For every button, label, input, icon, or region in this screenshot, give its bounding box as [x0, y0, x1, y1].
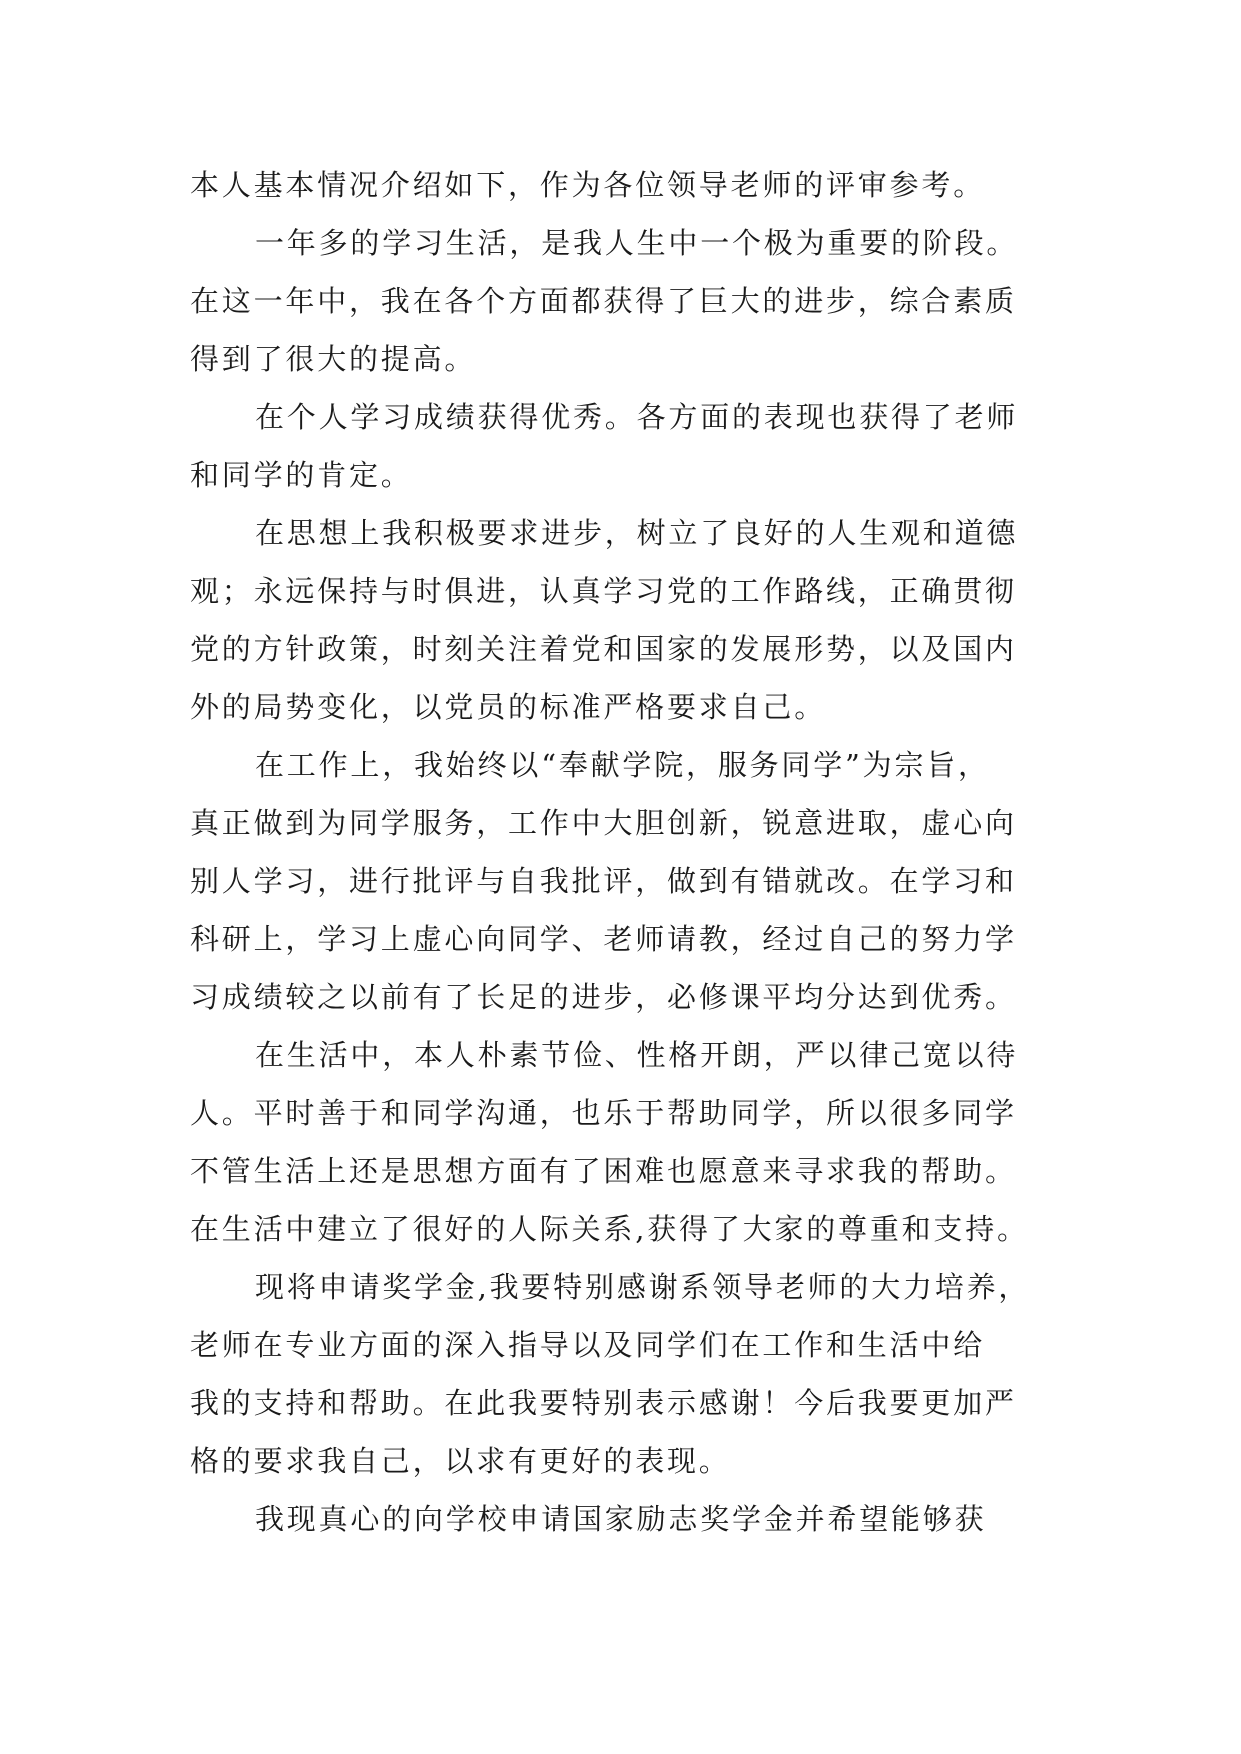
text-line-17: 人。平时善于和同学沟通，也乐于帮助同学，所以很多同学	[190, 1096, 1017, 1130]
text-line-4: 得到了很大的提高。	[190, 342, 477, 376]
text-line-6: 和同学的肯定。	[190, 458, 413, 492]
text-line-21: 老师在专业方面的深入指导以及同学们在工作和生活中给	[190, 1328, 986, 1362]
text-line-9: 党的方针政策，时刻关注着党和国家的发展形势，以及国内	[190, 632, 1017, 666]
text-line-12: 真正做到为同学服务，工作中大胆创新，锐意进取，虚心向	[190, 806, 1017, 840]
text-line-16: 在生活中，本人朴素节俭、性格开朗，严以律己宽以待	[255, 1038, 1019, 1072]
text-line-14: 科研上，学习上虚心向同学、老师请教，经过自己的努力学	[190, 922, 1017, 956]
text-line-19: 在生活中建立了很好的人际关系,获得了大家的尊重和支持。	[190, 1212, 1029, 1246]
text-line-23: 格的要求我自己，以求有更好的表现。	[190, 1444, 731, 1478]
text-line-20: 现将申请奖学金,我要特别感谢系领导老师的大力培养，	[255, 1270, 1031, 1304]
text-line-5: 在个人学习成绩获得优秀。各方面的表现也获得了老师	[255, 400, 1019, 434]
text-line-22: 我的支持和帮助。在此我要特别表示感谢！今后我要更加严	[190, 1386, 1017, 1420]
text-line-13: 别人学习，进行批评与自我批评，做到有错就改。在学习和	[190, 864, 1017, 898]
text-line-24: 我现真心的向学校申请国家励志奖学金并希望能够获	[255, 1502, 987, 1536]
text-line-1: 本人基本情况介绍如下，作为各位领导老师的评审参考。	[190, 168, 986, 202]
text-line-7: 在思想上我积极要求进步，树立了良好的人生观和道德	[255, 516, 1019, 550]
text-line-8: 观；永远保持与时俱进，认真学习党的工作路线，正确贯彻	[190, 574, 1017, 608]
text-line-2: 一年多的学习生活，是我人生中一个极为重要的阶段。	[255, 226, 1019, 260]
text-line-18: 不管生活上还是思想方面有了困难也愿意来寻求我的帮助。	[190, 1154, 1017, 1188]
text-line-10: 外的局势变化，以党员的标准严格要求自己。	[190, 690, 827, 724]
text-line-11: 在工作上，我始终以“奉献学院，服务同学”为宗旨，	[255, 748, 990, 782]
text-line-15: 习成绩较之以前有了长足的进步，必修课平均分达到优秀。	[190, 980, 1017, 1014]
text-line-3: 在这一年中，我在各个方面都获得了巨大的进步，综合素质	[190, 284, 1017, 318]
